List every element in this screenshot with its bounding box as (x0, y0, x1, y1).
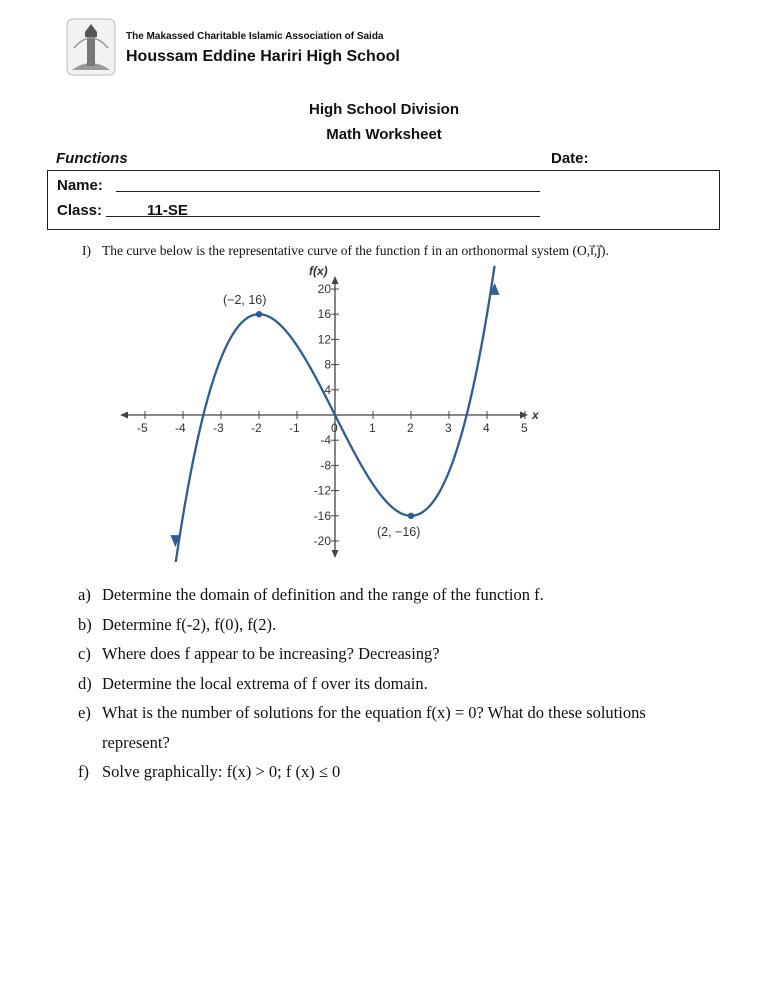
y-axis-arrow (332, 276, 339, 284)
y-axis-arrow-bottom (332, 550, 339, 558)
question-label: a) (78, 585, 91, 604)
question-item (78, 580, 698, 610)
class-label: Class: (57, 202, 103, 219)
x-tick-label: -3 (213, 421, 224, 435)
x-tick-label: 2 (407, 421, 414, 435)
x-tick-label: -1 (289, 421, 300, 435)
school-name: Houssam Eddine Hariri High School (126, 48, 400, 65)
question-label: f) (78, 762, 89, 781)
class-value: 11-SE (147, 202, 188, 219)
question-text: Determine f(-2), f(0), f(2). (102, 614, 277, 634)
worksheet-title: Math Worksheet (326, 126, 442, 143)
x-tick-label: 5 (521, 421, 528, 435)
association-name: The Makassed Charitable Islamic Association of Saida (126, 31, 384, 42)
name-label: Name: (57, 177, 103, 194)
student-info-box (47, 170, 720, 230)
question-item (78, 610, 698, 640)
y-tick-label: 8 (324, 357, 331, 372)
x-axis-label: x (532, 408, 539, 422)
intro-number: I) (82, 243, 91, 258)
extremum-point (408, 513, 414, 519)
y-tick-label: -4 (320, 433, 331, 448)
extremum-label: (−2, 16) (223, 293, 267, 308)
extremum-label: (2, −16) (377, 524, 421, 539)
school-header (66, 18, 466, 78)
question-label: b) (78, 614, 92, 634)
intro-text: The curve below is the representative curve of the function f in an orthonormal system (O,i⃗,j⃗). (102, 243, 609, 258)
y-tick-label: -16 (313, 508, 331, 523)
function-graph (120, 262, 550, 562)
question-item (78, 669, 698, 699)
x-tick-label: -4 (175, 421, 186, 435)
question-text: Determine the domain of definition and the range of the function f. (102, 585, 544, 604)
x-tick-label: 4 (483, 421, 490, 435)
question-item (78, 639, 698, 669)
school-logo-icon (66, 18, 116, 76)
question-label: d) (78, 673, 92, 693)
x-axis-arrow (520, 412, 528, 419)
question-item (78, 757, 698, 787)
question-text: What is the number of solutions for the equation f(x) = 0? What do these solutions represent? (102, 703, 646, 752)
question-text: Where does f appear to be increasing? Decreasing? (102, 644, 440, 663)
y-tick-label: 20 (317, 282, 331, 296)
x-tick-label: 3 (445, 421, 452, 435)
x-tick-label: 1 (369, 421, 376, 435)
x-tick-label: -2 (251, 421, 262, 435)
y-tick-label: -8 (320, 458, 331, 473)
y-tick-label: -20 (313, 534, 331, 548)
y-tick-label: -12 (313, 483, 331, 498)
intro-statement (82, 243, 609, 259)
question-list (78, 580, 698, 787)
question-text: Solve graphically: f(x) > 0; f (x) ≤ 0 (102, 762, 341, 781)
y-tick-label: 16 (317, 307, 331, 322)
x-axis-arrow-left (120, 412, 128, 419)
question-label: c) (78, 644, 91, 663)
x-tick-label: -5 (137, 421, 148, 435)
class-field-line[interactable] (106, 216, 540, 217)
topic-title: Functions (56, 150, 128, 167)
division-title: High School Division (308, 101, 459, 118)
date-label: Date: (551, 150, 589, 167)
x-tick-label: 0 (331, 421, 338, 435)
y-axis-label: f(x) (309, 264, 328, 278)
y-tick-label: 12 (317, 332, 331, 347)
question-label: e) (78, 703, 91, 722)
y-tick-label: 4 (324, 382, 331, 397)
name-field-line[interactable] (116, 191, 540, 192)
extremum-point (256, 311, 262, 317)
question-text: Determine the local extrema of f over its domain. (102, 673, 428, 693)
question-item (78, 698, 698, 757)
